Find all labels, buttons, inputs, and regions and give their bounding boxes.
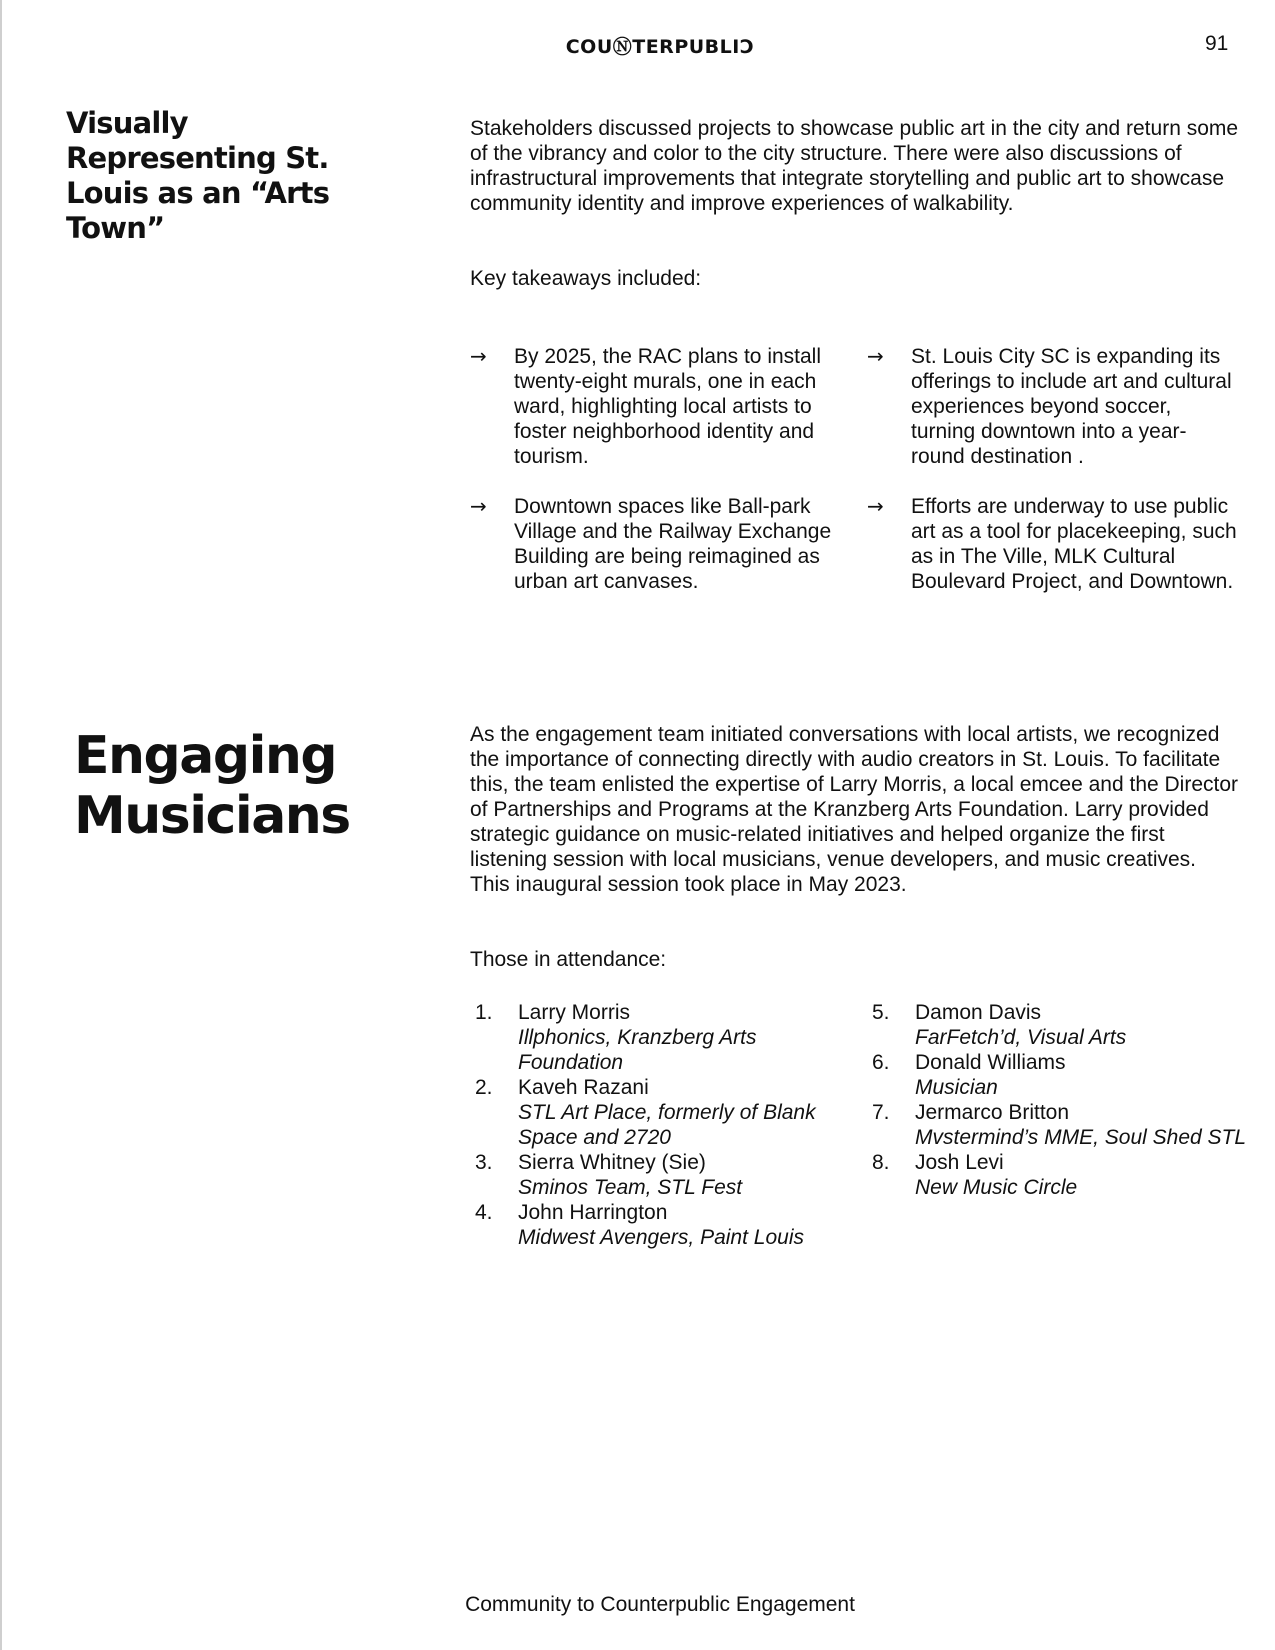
takeaways-column-left — [470, 344, 840, 619]
section2-intro-paragraph: As the engagement team initiated conversations with local artists, we recognized the importance of connecting directly with audio creators in St. Louis. To facilitate this, the team enlisted the expertise of Larry Morris, a local emcee and the Director of Partnerships and Programs at the Kranzberg Arts Foundation. Larry provided strategic guidance on music-related initiatives and helped organize the first listening session with local musicians, venue developers, and music creatives. This inaugural session took place in May 2023. — [470, 723, 1239, 896]
attendee-name: Sierra Whitney (Sie) — [518, 1151, 706, 1174]
attendee-affiliation: Musician — [915, 1076, 998, 1099]
attendees-column-left — [475, 1000, 855, 1250]
attendee-number: 8. — [872, 1151, 890, 1174]
attendee-item — [475, 1200, 855, 1250]
attendee-affiliation: Mvstermind’s MME, Soul Shed STL — [915, 1126, 1247, 1149]
attendance-label: Those in attendance: — [470, 948, 667, 971]
attendee-name: Josh Levi — [915, 1151, 1004, 1174]
takeaway-item — [867, 344, 1237, 469]
arrow-right-icon: → — [867, 494, 884, 518]
attendee-name: Kaveh Razani — [518, 1076, 649, 1099]
takeaway-text: St. Louis City SC is expanding its offerings to include art and cultural experiences beyond soccer, turning downtown into a year-round destination . — [911, 345, 1232, 468]
takeaway-item — [470, 494, 840, 594]
attendee-affiliation: New Music Circle — [915, 1176, 1078, 1199]
attendee-number: 3. — [475, 1151, 493, 1174]
takeaway-item — [867, 494, 1237, 594]
takeaway-text: By 2025, the RAC plans to install twenty-eight murals, one in each ward, highlighting local artists to foster neighborhood identity and tourism. — [514, 345, 822, 468]
attendee-number: 1. — [475, 1001, 493, 1024]
takeaway-text: Downtown spaces like Ball-park Village and the Railway Exchange Building are being reimagined as urban art canvases. — [514, 495, 832, 593]
attendee-number: 6. — [872, 1051, 890, 1074]
takeaway-item — [470, 344, 840, 469]
attendee-name: Damon Davis — [915, 1001, 1042, 1024]
attendee-name: Larry Morris — [518, 1001, 631, 1024]
takeaway-text: Efforts are underway to use public art as a tool for placekeeping, such as in The Ville, MLK Cultural Boulevard Project, and Downtown. — [911, 495, 1237, 593]
attendee-number: 4. — [475, 1201, 493, 1224]
page-number: 91 — [1205, 32, 1229, 55]
attendee-affiliation: STL Art Place, formerly of Blank Space and 2720 — [518, 1101, 816, 1149]
attendee-affiliation: FarFetch’d, Visual Arts — [915, 1026, 1127, 1049]
arrow-right-icon: → — [867, 344, 884, 368]
attendee-item — [872, 1150, 1252, 1200]
takeaways-column-right — [867, 344, 1237, 619]
attendees-column-right — [872, 1000, 1252, 1200]
arrow-right-icon: → — [470, 494, 487, 518]
attendee-number: 5. — [872, 1001, 890, 1024]
attendee-name: John Harrington — [518, 1201, 668, 1224]
section-heading-engaging-musicians: Engaging Musicians — [74, 726, 350, 846]
attendee-item — [475, 1075, 855, 1150]
section-heading-arts-town: Visually Representing St. Louis as an “Arts Town” — [66, 106, 330, 245]
attendee-item — [872, 1050, 1252, 1100]
footer-title: Community to Counterpublic Engagement — [465, 1593, 855, 1616]
attendee-number: 2. — [475, 1076, 493, 1099]
arrow-right-icon: → — [470, 344, 487, 368]
attendee-affiliation: Sminos Team, STL Fest — [518, 1176, 743, 1199]
attendee-item — [475, 1000, 855, 1075]
attendee-name: Jermarco Britton — [915, 1101, 1070, 1124]
publication-logo: COUⓃTERPUBLIƆ — [565, 36, 755, 58]
attendee-affiliation: Midwest Avengers, Paint Louis — [518, 1226, 804, 1249]
section1-intro-paragraph: Stakeholders discussed projects to showcase public art in the city and return some of the vibrancy and color to the city structure. There were also discussions of infrastructural improvements that integrate storytelling and public art to showcase community identity and improve experiences of walkability. — [470, 117, 1239, 215]
attendee-item — [872, 1100, 1252, 1150]
key-takeaways-label: Key takeaways included: — [470, 267, 702, 290]
attendee-affiliation: Illphonics, Kranzberg Arts Foundation — [518, 1026, 757, 1074]
page-edge-line — [0, 0, 2, 1650]
attendee-item — [872, 1000, 1252, 1050]
attendee-number: 7. — [872, 1101, 890, 1124]
attendee-item — [475, 1150, 855, 1200]
attendee-name: Donald Williams — [915, 1051, 1066, 1074]
